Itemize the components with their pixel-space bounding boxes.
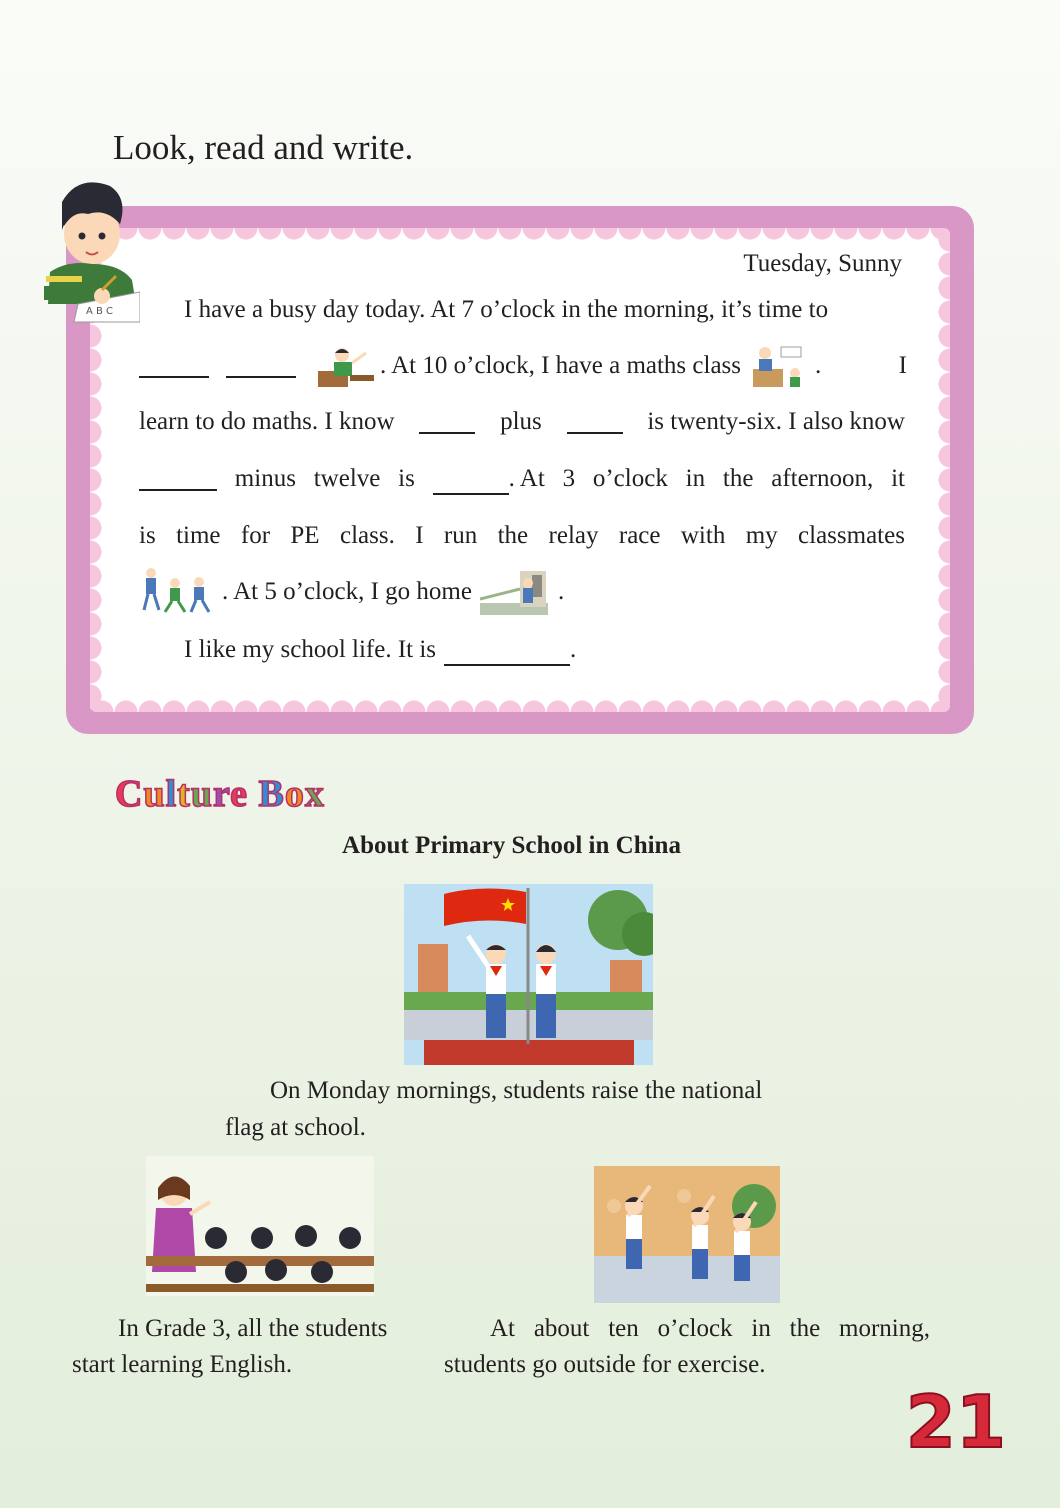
morning-exercise-picture [594, 1166, 780, 1303]
word: is [139, 522, 156, 549]
diary-line-5 [139, 520, 905, 552]
culture-box-letter [248, 773, 259, 815]
word: afternoon, [771, 465, 874, 492]
word: twelve [313, 465, 381, 492]
diary-line-2 [139, 344, 907, 388]
diary-line-3-c: is twenty-six. I also know [647, 408, 905, 435]
answer-blank[interactable] [226, 354, 296, 378]
page-number [906, 1380, 1006, 1464]
caption-flag-line-2: flag at school. [225, 1114, 366, 1141]
svg-text:A B C: A B C [86, 306, 114, 317]
culture-box-letter: x [304, 773, 325, 815]
answer-blank[interactable] [567, 410, 623, 434]
word: I [415, 522, 424, 549]
word: class. [339, 522, 395, 549]
word: 3 [562, 465, 576, 492]
culture-box-letter: C [115, 773, 144, 815]
culture-box-letter: u [143, 773, 166, 815]
word: the [497, 522, 529, 549]
word: in [685, 465, 706, 492]
flag-raising-picture [404, 884, 653, 1065]
diary-line-6-text: . At 5 o’clock, I go home [222, 578, 472, 605]
page-number-text: 21 [905, 1380, 1006, 1464]
diary-line-7-period: . [570, 636, 577, 663]
diary-line-7 [184, 634, 576, 666]
diary-line-2-text: . At 10 o’clock, I have a maths class [380, 352, 742, 379]
culture-box-letter: r [212, 773, 231, 815]
answer-blank[interactable] [139, 354, 209, 378]
culture-box-letter: l [165, 773, 178, 815]
word: my [745, 522, 778, 549]
answer-blank[interactable] [419, 410, 475, 434]
going-home-picture [480, 569, 548, 615]
culture-box-letter: o [284, 773, 305, 815]
maths-class-picture [753, 345, 805, 387]
word: the [722, 465, 754, 492]
word: PE [290, 522, 320, 549]
diary-line-3-b: plus [500, 408, 542, 435]
diary-line-3 [139, 406, 905, 438]
diary-line-6-period: . [557, 578, 565, 605]
diary-date-weather: Tuesday, Sunny [743, 250, 902, 277]
word: with [680, 522, 726, 549]
culture-box-title [115, 772, 325, 816]
word: classmates [798, 522, 905, 549]
word: run [443, 522, 478, 549]
boy-at-desk-picture [316, 345, 376, 387]
exercise-heading: Look, read and write. [113, 128, 414, 167]
culture-box-letter: t [177, 773, 191, 815]
caption-exercise-line-2: students go outside for exercise. [444, 1351, 766, 1378]
diary-line-3-a: learn to do maths. I know [139, 408, 395, 435]
word: o’clock [592, 465, 668, 492]
diary-line-2-end: I [898, 352, 907, 379]
diary-line-1: I have a busy day today. At 7 o’clock in the morning, it’s time to [184, 296, 829, 323]
word: for [240, 522, 271, 549]
word: minus [234, 465, 296, 492]
diary-line-7-text: I like my school life. It is [184, 636, 437, 663]
word: time [176, 522, 221, 549]
word: . At [508, 465, 545, 492]
diary-line-6 [139, 566, 564, 618]
caption-flag-line-1: On Monday mornings, students raise the national [270, 1077, 763, 1104]
diary-line-2-period: . [815, 352, 822, 379]
answer-blank[interactable] [433, 471, 509, 495]
culture-box-letter: u [190, 773, 213, 815]
culture-subtitle: About Primary School in China [342, 832, 681, 859]
relay-race-picture [139, 566, 215, 618]
diary-line-4 [139, 463, 905, 495]
english-class-picture [146, 1156, 374, 1296]
answer-blank[interactable] [444, 642, 570, 666]
culture-box-letter: B [258, 773, 285, 815]
answer-blank[interactable] [139, 467, 217, 491]
word: relay [548, 522, 599, 549]
caption-english-line-2: start learning English. [72, 1351, 293, 1378]
culture-box-letter: e [230, 773, 249, 815]
caption-exercise-line-1: At about ten o’clock in the morning, [490, 1315, 930, 1342]
word: race [618, 522, 661, 549]
word: is [398, 465, 415, 492]
word: it [891, 465, 905, 492]
caption-english-line-1: In Grade 3, all the students [118, 1315, 388, 1342]
